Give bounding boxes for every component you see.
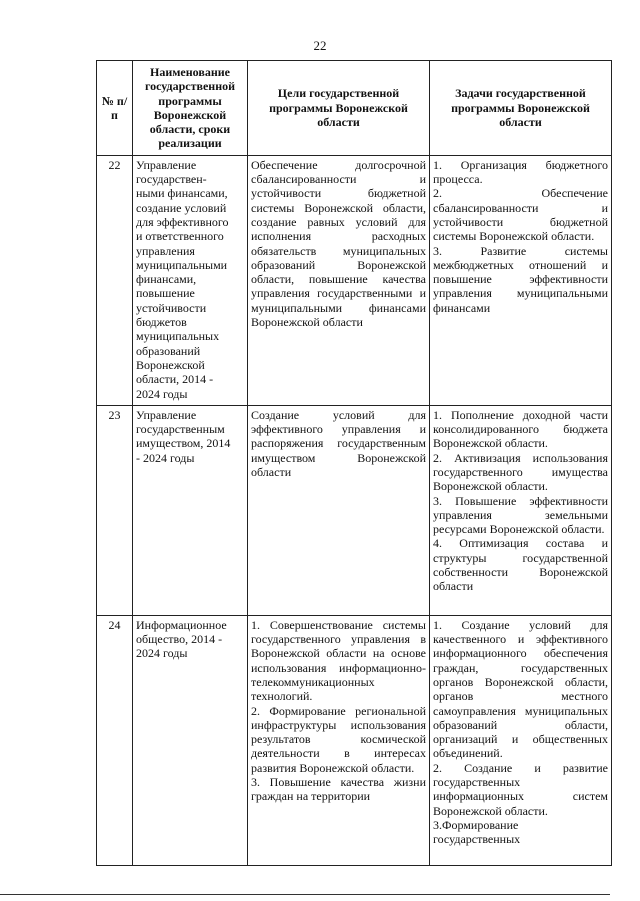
- program-name-line: финансами,: [136, 272, 197, 287]
- table-row: [97, 155, 612, 405]
- program-name-line: Информационное: [136, 617, 227, 632]
- table-header-row: [97, 61, 612, 156]
- program-tasks-line: 3. Повышение эффективности управления земельными ресурсами Воронежской области.: [433, 493, 608, 537]
- programs-table: [96, 60, 612, 866]
- program-name-line: имуществом, 2014: [136, 436, 231, 451]
- program-name-line: государствен-: [136, 172, 207, 187]
- program-tasks: [430, 155, 612, 405]
- program-name-line: управления: [136, 243, 195, 258]
- program-name-line: 2024 годы: [136, 386, 188, 401]
- program-tasks-line: 1. Создание условий для качественного и эффективного информационного обеспечения граждан, государственных органов Воронежской области, органов местного самоуправления муниципальных образований области, организаций и общественных объединений.: [433, 617, 608, 761]
- program-tasks-line: 2. Создание и развитие государственных информационных систем Воронежской области.: [433, 760, 608, 818]
- row-number: 23: [97, 405, 133, 615]
- program-tasks: [430, 405, 612, 615]
- program-name-line: повышение: [136, 286, 195, 301]
- program-name-line: области, 2014 -: [136, 372, 214, 387]
- program-tasks-line: 2. Обеспечение сбалансированности и устойчивости бюджетной системы Воронежской области.: [433, 186, 608, 244]
- program-goals-line: 1. Совершенствование системы государственного управления в Воронежской области на основе использования информационно-телекоммуникационных технологий.: [251, 617, 426, 704]
- program-name-line: устойчивости: [136, 300, 207, 315]
- table-row: [97, 405, 612, 615]
- program-name-line: Управление: [136, 157, 197, 172]
- header-tasks: Задачи государственной программы Воронежской области: [430, 61, 612, 156]
- program-name-line: и ответственного: [136, 229, 224, 244]
- header-goals: Цели государственной программы Воронежской области: [248, 61, 430, 156]
- program-name: [133, 405, 248, 615]
- program-goals-line: 3. Повышение качества жизни граждан на территории: [251, 775, 426, 804]
- program-tasks-line: 2. Активизация использования государственного имущества Воронежской области.: [433, 450, 608, 494]
- page-number: 22: [313, 38, 327, 53]
- program-tasks-line: 3. Развитие системы межбюджетных отношений и повышение эффективности управления муниципальными финансами: [433, 243, 608, 315]
- header-program-name: Наименование государственной программы Воронежской области, сроки реализации: [133, 61, 248, 156]
- program-tasks-line: 1. Организация бюджетного процесса.: [433, 157, 608, 187]
- header-number: № п/п: [97, 61, 133, 156]
- program-goals: [248, 405, 430, 615]
- program-name-line: общество, 2014 -: [136, 632, 223, 647]
- row-number: 22: [97, 155, 133, 405]
- program-goals: [248, 155, 430, 405]
- program-name-line: бюджетов: [136, 315, 187, 330]
- program-name-line: ными финансами,: [136, 186, 228, 201]
- program-name-line: для эффективного: [136, 214, 229, 229]
- program-goals-line: Обеспечение долгосрочной сбалансированности и устойчивости бюджетной системы Воронежской области, создание равных условий для исполнения расходных обязательств муниципальных образований Воронежской области, повышение качества управления государственными и муниципальными финансами Воронежской области: [251, 157, 426, 330]
- program-goals-line: Создание условий для эффективного управления и распоряжения государственным имуществом Воронежской области: [251, 407, 426, 479]
- program-tasks-line: 3.Формирование государственных: [433, 817, 521, 847]
- program-tasks-line: 4. Оптимизация состава и структуры государственной собственности Воронежской области: [433, 536, 608, 594]
- table-row: [97, 615, 612, 865]
- program-name-line: муниципальных: [136, 329, 220, 344]
- program-goals-line: 2. Формирование региональной инфраструктуры использования результатов космической деятельности в интересах развития Воронежской области.: [251, 703, 426, 775]
- row-number: 24: [97, 615, 133, 865]
- program-name-line: образований: [136, 343, 201, 358]
- program-name-line: 2024 годы: [136, 646, 188, 661]
- program-name-line: государственным: [136, 422, 225, 437]
- program-name: [133, 155, 248, 405]
- program-name-line: Воронежской: [136, 357, 205, 372]
- program-name-line: - 2024 годы: [136, 450, 195, 465]
- program-name: [133, 615, 248, 865]
- program-name-line: Управление: [136, 407, 197, 422]
- program-name-line: муниципальными: [136, 257, 228, 272]
- program-goals: [248, 615, 430, 865]
- program-tasks-line: 1. Пополнение доходной части консолидированного бюджета Воронежской области.: [433, 407, 608, 451]
- program-tasks: [430, 615, 612, 865]
- bottom-rule: [0, 894, 610, 895]
- program-name-line: создание условий: [136, 200, 227, 215]
